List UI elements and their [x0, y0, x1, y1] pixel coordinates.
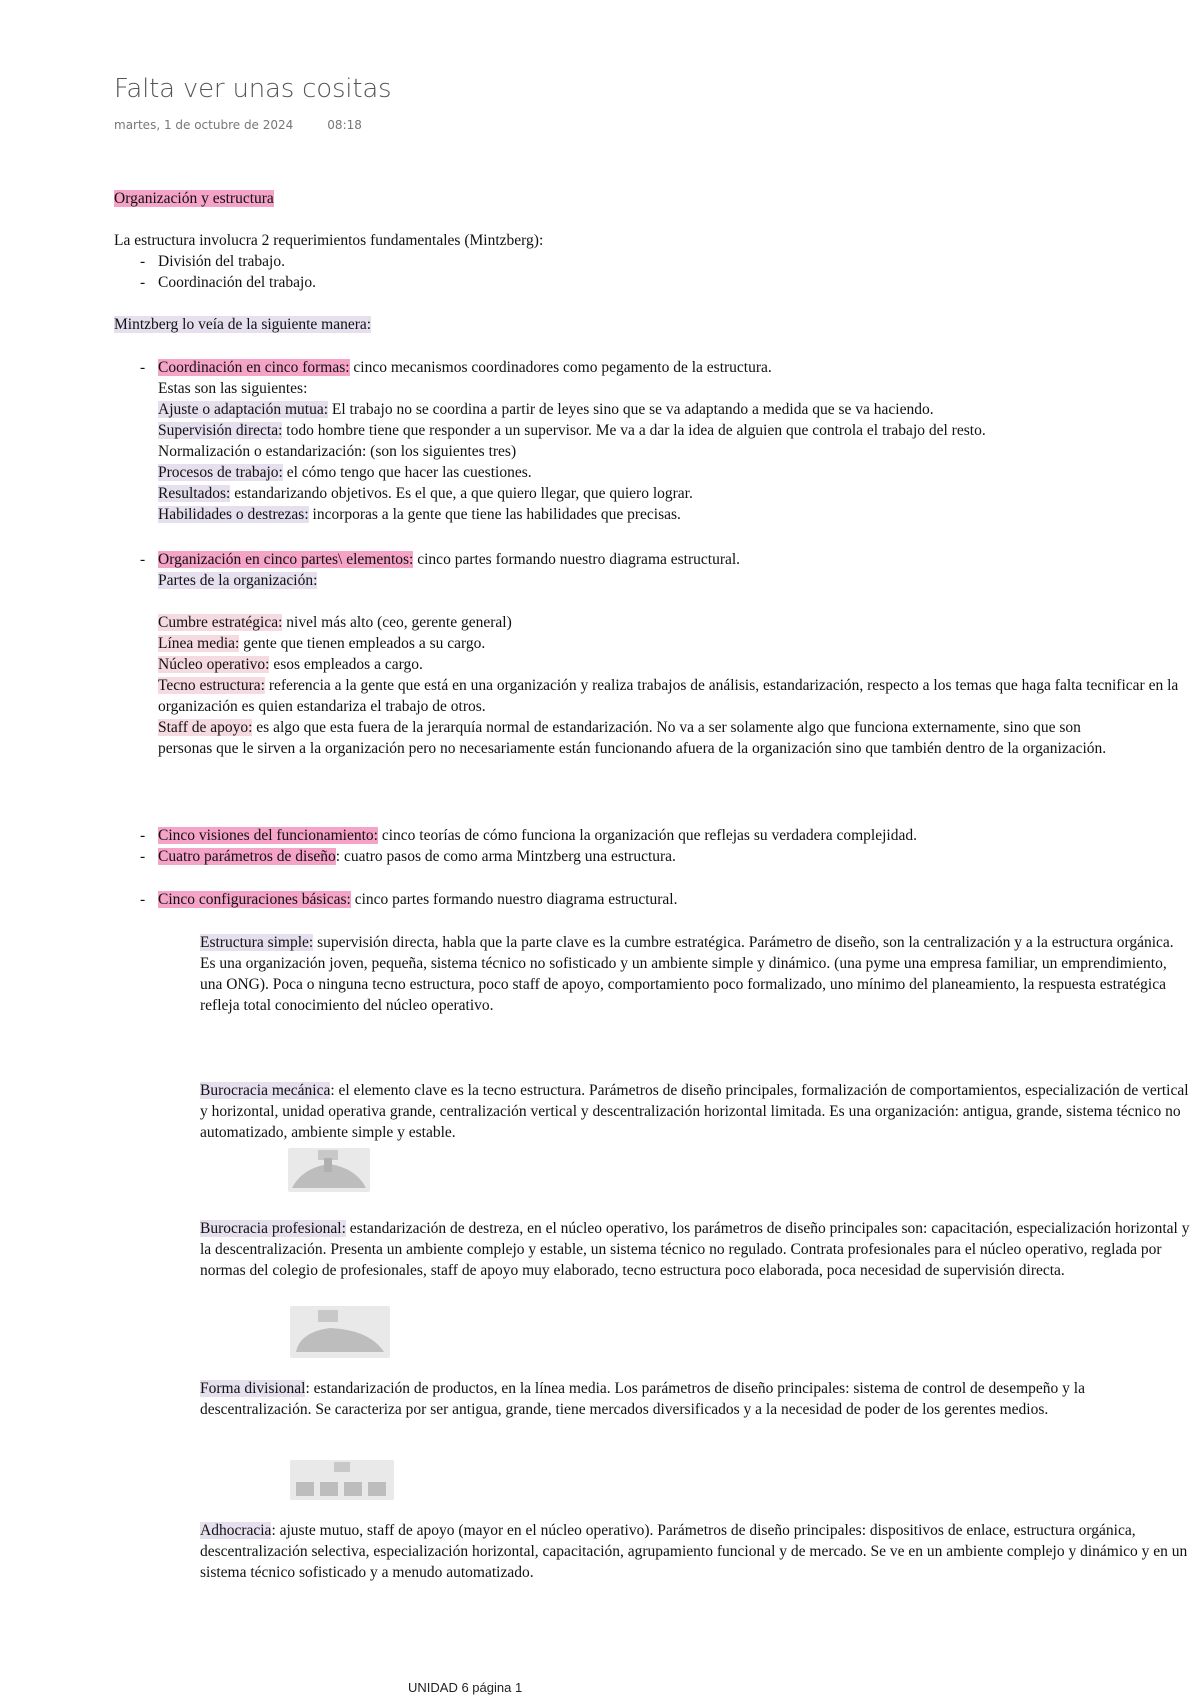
definition-procesos: [158, 462, 532, 483]
subheading-text: Estas son las siguientes:: [158, 380, 308, 397]
highlight-label: Habilidades o destrezas:: [158, 506, 309, 523]
diagram-thumbnail-mecanica: [288, 1148, 370, 1192]
highlight-label: Cinco visiones del funcionamiento:: [158, 827, 378, 844]
intro-text: La estructura involucra 2 requerimientos fundamentales (Mintzberg):: [114, 232, 544, 249]
highlight-label: Adhocracia: [200, 1522, 272, 1539]
list-item-organizacion: [158, 549, 740, 570]
bullet-marker: -: [140, 827, 146, 844]
highlight-label: Burocracia profesional:: [200, 1220, 346, 1237]
bullet-marker: -: [140, 253, 146, 270]
page-meta: [114, 118, 362, 132]
highlight-label: Cuatro parámetros de diseño: [158, 848, 336, 865]
highlight-heading: Mintzberg lo veía de la siguiente manera:: [114, 316, 372, 333]
highlight-heading: Organización y estructura: [114, 190, 274, 207]
list-item-coordinacion: [158, 357, 772, 378]
highlight-label: Organización en cinco partes\ elementos:: [158, 551, 414, 568]
structure-diagram-icon: [288, 1148, 370, 1192]
highlight-label: Línea media:: [158, 635, 240, 652]
highlight-label: Coordinación en cinco formas:: [158, 359, 350, 376]
highlight-label: Burocracia mecánica: [200, 1082, 331, 1099]
config-burocracia-mecanica: [200, 1080, 1190, 1143]
page-time: 08:18: [327, 118, 362, 132]
definition-supervision: [158, 420, 986, 441]
item-text: : el elemento clave es la tecno estructura. Parámetros de diseño principales, formalización de comportamientos, especialización de vertical y horizontal, unidad operativa grande, centralización vertical y descentralización horizontal limitada. Es una organización: antigua, grande, sistema técnico no automatizado, ambiente simple y estable.: [200, 1082, 1189, 1141]
list-item-configuraciones: [158, 889, 678, 910]
item-text: es algo que esta fuera de la jerarquía normal de estandarización. No va a ser solamente algo que funciona externamente, sino que son personas que le sirven a la organización pero no necesariamente están funcionando afuera de la organización sino que también dentro de la organización.: [158, 719, 1107, 757]
diagram-thumbnail-divisional: [290, 1460, 394, 1500]
highlight-label: Cumbre estratégica:: [158, 614, 283, 631]
item-text: el cómo tengo que hacer las cuestiones.: [282, 464, 532, 481]
item-text: : estandarización de productos, en la línea media. Los parámetros de diseño principales: sistema de control de desempeño y la descentralización. Se caracteriza por ser antigua, grande, tiene mercados diversificados y a la necesidad de poder de los gerentes medios.: [200, 1380, 1085, 1418]
definition-staff: [158, 717, 1120, 759]
highlight-label: Cinco configuraciones básicas:: [158, 891, 351, 908]
section-heading-mintzberg: [114, 314, 371, 335]
highlight-label: Partes de la organización:: [158, 572, 318, 589]
definition-resultados: [158, 483, 693, 504]
item-text: nivel más alto (ceo, gerente general): [282, 614, 512, 631]
config-burocracia-profesional: [200, 1218, 1190, 1281]
list-item: Coordinación del trabajo.: [158, 274, 316, 291]
list-item: División del trabajo.: [158, 253, 285, 270]
item-text: : cuatro pasos de como arma Mintzberg una estructura.: [335, 848, 676, 865]
item-text: cinco mecanismos coordinadores como pegamento de la estructura.: [349, 359, 772, 376]
bullet-marker: -: [140, 551, 146, 568]
item-text: cinco teorías de cómo funciona la organización que reflejas su verdadera complejidad.: [377, 827, 917, 844]
definition-cumbre: [158, 612, 512, 633]
item-text: estandarización de destreza, en el núcleo operativo, los parámetros de diseño principales son: capacitación, especialización horizontal y la descentralización. Presenta un ambiente complejo y estable, un sistema técnico no regulado. Contrata profesionales para el núcleo operativo, reglada por normas del colegio de profesionales, staff de apoyo muy elaborado, tecno estructura poco elaborada, poca necesidad de supervisión directa.: [200, 1220, 1190, 1279]
item-text: El trabajo no se coordina a partir de leyes sino que se va adaptando a medida que se va haciendo.: [328, 401, 934, 418]
definition-habilidades: [158, 504, 681, 525]
highlight-label: Forma divisional: [200, 1380, 306, 1397]
highlight-label: Estructura simple:: [200, 934, 314, 951]
config-estructura-simple: [200, 932, 1190, 1016]
page-footer: UNIDAD 6 página 1: [408, 1680, 523, 1695]
item-text: todo hombre tiene que responder a un supervisor. Me va a dar la idea de alguien que controla el trabajo del resto.: [282, 422, 986, 439]
highlight-label: Ajuste o adaptación mutua:: [158, 401, 329, 418]
section-heading-organizacion: [114, 188, 274, 209]
list-item-visiones: [158, 825, 917, 846]
page-title: Falta ver unas cositas: [114, 74, 392, 104]
structure-diagram-icon: [290, 1460, 394, 1500]
structure-diagram-icon: [290, 1306, 390, 1358]
item-text: estandarizando objetivos. Es el que, a que quiero llegar, que quiero lograr.: [230, 485, 693, 502]
item-text: incorporas a la gente que tiene las habilidades que precisas.: [308, 506, 681, 523]
highlight-label: Núcleo operativo:: [158, 656, 270, 673]
definition-normalizacion: Normalización o estandarización: (son los siguientes tres): [158, 443, 517, 460]
highlight-label: Procesos de trabajo:: [158, 464, 283, 481]
highlight-label: Supervisión directa:: [158, 422, 283, 439]
highlight-label: Staff de apoyo:: [158, 719, 253, 736]
highlight-label: Tecno estructura:: [158, 677, 265, 694]
definition-linea-media: [158, 633, 485, 654]
page-date: martes, 1 de octubre de 2024: [114, 118, 294, 132]
config-forma-divisional: [200, 1378, 1190, 1420]
item-text: referencia a la gente que está en una organización y realiza trabajos de análisis, estandarización, respecto a los temas que haga falta tecnificar en la organización es quien estandariza el trabajo de otros.: [158, 677, 1179, 715]
highlight-label: Resultados:: [158, 485, 231, 502]
definition-tecno: [158, 675, 1190, 717]
bullet-marker: -: [140, 274, 146, 291]
bullet-marker: -: [140, 359, 146, 376]
item-text: supervisión directa, habla que la parte clave es la cumbre estratégica. Parámetro de diseño, son la centralización y a la estructura orgánica. Es una organización joven, pequeña, sistema técnico no sofisticado y un ambiente simple y dinámico. (una pyme una empresa familiar, un emprendimiento, una ONG). Poca o ninguna tecno estructura, poco staff de apoyo, comportamiento poco formalizado, uno mínimo del planeamiento, la respuesta estratégica refleja total conocimiento del núcleo operativo.: [200, 934, 1174, 1014]
item-text: : ajuste mutuo, staff de apoyo (mayor en el núcleo operativo). Parámetros de diseño principales: dispositivos de enlace, estructura orgánica, descentralización selectiva, especialización horizontal, capacitación, agrupamiento funcional y de mercado. Se ve en un ambiente complejo y dinámico y en un sistema técnico sofisticado y a menudo automatizado.: [200, 1522, 1188, 1581]
subheading-text: [158, 570, 317, 591]
item-text: cinco partes formando nuestro diagrama estructural.: [413, 551, 741, 568]
bullet-marker: -: [140, 891, 146, 908]
config-adhocracia: [200, 1520, 1190, 1583]
list-item-parametros: [158, 846, 676, 867]
definition-nucleo: [158, 654, 423, 675]
item-text: cinco partes formando nuestro diagrama estructural.: [350, 891, 678, 908]
item-text: esos empleados a cargo.: [269, 656, 423, 673]
definition-ajuste: [158, 399, 934, 420]
diagram-thumbnail-profesional: [290, 1306, 390, 1358]
item-text: gente que tienen empleados a su cargo.: [239, 635, 486, 652]
bullet-marker: -: [140, 848, 146, 865]
